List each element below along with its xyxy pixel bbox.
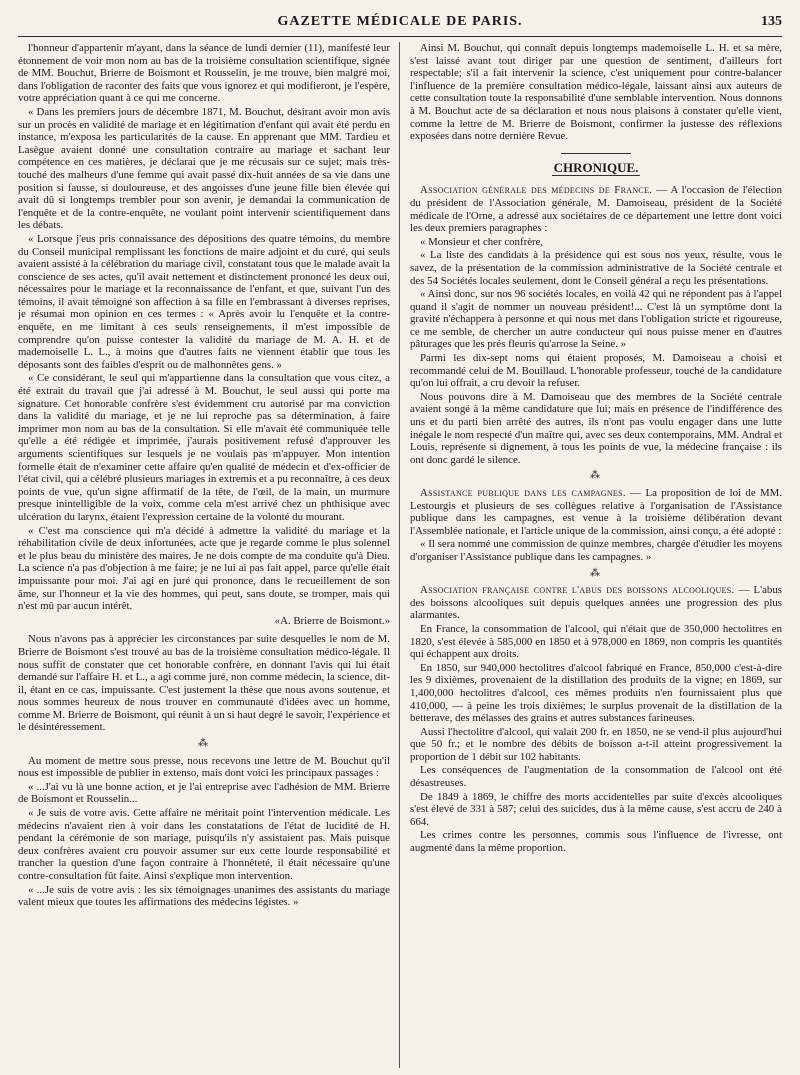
- paragraph: « Ainsi donc, sur nos 96 sociétés locales, en voilà 42 qui ne répondent pas à l'appel quand il s'agit de nommer un nouveau président!... C'est là un symptôme dont la gravité n'échappera à personne et qui nous met dans l'obligation stricte et rigoureuse, ce me semble, de chercher un autre conducteur qui nous puisse mener en d'autres pâturages que les prés fleuris qu'arrose la Seine. »: [410, 288, 782, 351]
- page-header: [18, 10, 782, 37]
- paragraph: Nous pouvons dire à M. Damoiseau que des membres de la Société centrale avaient songé à la même candidature que lui; mais en présence de l'indifférence des uns et du parti bien arrêté des autres, ils n'ont pas voulu engager dans une lutte inégale le nom respecté d'un maître qui, avec ses deux contemporains, MM. Andral et Louis, représente si dignement, à tous les points de vue, la médecine française : ils ont donc gardé le silence.: [410, 390, 782, 466]
- paragraph-text: — A l'occasion de l'élection du président de l'Association générale, M. Damoiseau, président de la Société médicale de l'Orne, a adressé aux sociétaires de ce département une lettre dont voici les deux premiers paragraphes :: [410, 184, 782, 235]
- rubric-title: Association française contre l'abus des boissons alcooliques.: [420, 584, 735, 597]
- asterism: ⁂: [590, 567, 602, 579]
- chronique-heading: [410, 159, 782, 177]
- paragraph: « Monsieur et cher confrère,: [420, 235, 544, 248]
- paragraph: l'honneur d'appartenir m'ayant, dans la séance de lundi dernier (11), manifesté leur étonnement de voir mon nom au bas de la troisième consultation scientifique, signée de MM. Bouchut, Brierre de Boismont et Rousselin, je me trouve, bien malgré moi, dans l'obligation de raconter des faits que vous ignorez et qui modifieront, je l'espère, votre appréciation quant à ce qui me concerne.: [18, 42, 390, 105]
- paragraph: « ...J'ai vu là une bonne action, et je l'ai entreprise avec l'adhésion de MM. Brierre de Boismont et Rousselin...: [18, 780, 390, 806]
- section-abus-boissons: [410, 584, 782, 622]
- paragraph: « C'est ma conscience qui m'a décidé à admettre la validité du mariage et la réhabilitation civile de deux infortunées, acte que je regarde comme le plus solennel et le plus beau du ministère des maires. Je ne dois compte de ma conduite qu'à Dieu. La science n'a pas d'objection à me faire; je ne lui ai pas fait appel, parce qu'elle était impuissante pour moi. J'ai agi en juré qui prononce, dans le recueillement de son âme, sur l'honneur et la vie des hommes, qui peut, sans doute, se tromper, mais qui n'est mû par aucun intérêt.: [18, 524, 390, 613]
- section-association-generale: [410, 184, 782, 234]
- paragraph: Ainsi M. Bouchut, qui connaît depuis longtemps mademoiselle L. H. et sa mère, s'est laissé avant tout diriger par une question de sentiment, d'ailleurs fort respectable; s'il a fait intervenir la science, c'est uniquement pour contre-balancer l'influence de la première consultation médico-légale, laissant ainsi aux auteurs de cette consultation toute la responsabilité d'une semblable intervention. Nous donnons à M. Bouchut acte de sa déclaration et nous nous plaisons à constater qu'elle vient, comme la lettre de M. Brierre de Boismont, confirmer la justesse des réflexions exposées dans notre dernière Revue.: [410, 42, 782, 143]
- paragraph: Les conséquences de l'augmentation de la consommation de l'alcool ont été désastreuses.: [410, 764, 782, 790]
- paragraph: « Je suis de votre avis. Cette affaire ne méritait point l'intervention médicale. Les médecins n'avaient rien à voir dans les constatations de l'état de lucidité de H. pendant la cérémonie de son mariage, puisqu'ils n'y assistaient pas. Mais puisque deux confrères avaient cru pouvoir assumer sur eux cette lourde responsabilité et trancher la question d'une façon contraire à l'honnêteté, il était nécessaire qu'une contre-consultation fût faite. Ainsi s'explique mon intervention.: [18, 807, 390, 882]
- paragraph: « Lorsque j'eus pris connaissance des dépositions des quatre témoins, du membre du Conseil municipal remplissant les fonctions de maire adjoint et du curé, qui seuls avaient assisté à la célébration du mariage civil, constatant tous que le malade avait la conscience de ses actes, qu'il avait nettement et distinctement prononcé les deux oui, nécessaires pour le mariage et la reconnaissance de l'enfant, et que, suivant l'un des témoins, il avait témoigné son affection à sa fille en l'embrassant à diverses reprises, je résumai mon opinion en ces termes : « Après avoir lu l'enquête et la contre-enquête, en me limitant à ces seuls renseignements, il m'est impossible de comprendre qu'on puisse contester la validité du mariage de M. A. H. et de mademoiselle L. L., à moins que d'autres faits ne viennent établir que tous les déposants sont des faibles d'esprit ou de malhonnêtes gens. »: [18, 232, 390, 371]
- paragraph: Les crimes contre les personnes, commis sous l'influence de l'ivresse, ont augmenté dans la même proportion.: [410, 829, 782, 855]
- left-column: [18, 42, 390, 1068]
- rubric-title: Assistance publique dans les campagnes.: [420, 487, 626, 499]
- paragraph: « La liste des candidats à la présidence qui est sous nos yeux, résulte, vous le savez, de la présentation de la commission administrative de la Société centrale et des 54 Sociétés locales seulement, dont le Conseil général a reçu les présentations.: [410, 249, 782, 287]
- page-number: 135: [761, 14, 782, 29]
- signature: «A. Brierre de Boismont.»: [274, 614, 390, 627]
- journal-title: GAZETTE MÉDICALE DE PARIS.: [277, 14, 523, 29]
- paragraph: Parmi les dix-sept noms qui étaient proposés, M. Damoiseau a choisi et recommandé celui de M. Bouillaud. L'honorable professeur, touché de la candidature qu'on lui offrait, a cru devoir la refuser.: [410, 352, 782, 390]
- section-rule: [561, 153, 631, 154]
- paragraph: Aussi l'hectolitre d'alcool, qui valait 200 fr. en 1850, ne se vend-il plus aujourd'hui que 50 fr.; et le nombre des débits de boisson a-t-il atteint progressivement la proportion de 1 débit sur 102 habitants.: [410, 725, 782, 763]
- rubric-title: Association générale des médecins de France.: [420, 184, 653, 197]
- paragraph: « Ce considérant, le seul qui m'appartienne dans la consultation que vous citez, a été extrait du travail que j'ai adressé à M. Bouchut, le seul aussi qui porte ma signature. Cet honorable confrère s'est évidemment cru autorisé par ma conviction dans la validité du mariage, et je ne lui reproche pas sa détermination, à faire imprimer mon nom au bas de la consultation. Si elle m'avait été communiquée telle qu'elle a été rédigée et imprimée, j'aurais positivement refusé d'approuver les arguments scientifiques sur lesquels je ne voulais pas m'appuyer. Mon intention formelle était de n'examiner cette affaire qu'en qualité de médecin et d'ex-officier de l'état civil, qui a célébré plusieurs mariages in extremis et a pu reconnaître, à ces deux points de vue, qu'un signe affirmatif de la tête, de l'œil, de la main, un murmure presque inintelligible de la voix, comme cela m'est arrivé chez un phthisique avec ulcération du larynx, étaient l'expression certaine de la volonté du mourant.: [18, 372, 390, 523]
- paragraph-text: — La proposition de loi de MM. Lestourgis et plusieurs de ses collègues relative à l'organisation de l'Assistance publique dans les campagnes, est venue à la troisième délibération devant l'Assemblée nationale, et l'article unique de la commission, ainsi conçu, a été adopté :: [410, 487, 782, 537]
- paragraph: En 1850, sur 940,000 hectolitres d'alcool fabriqué en France, 850,000 c'est-à-dire les 9 dixièmes, provenaient de la distillation des produits de la vigne; en 1869, sur 1,400,000 hectolitres d'alcool, ces mêmes produits n'en fournissaient plus que 410,000, — à peine les trois dixièmes; le surplus provenait de la distillation de la betterave, des mélasses des grains et autres substances farineuses.: [410, 661, 782, 725]
- paragraph: « Il sera nommé une commission de quinze membres, chargée d'étudier les moyens d'organiser l'Assistance publique dans les campagnes. »: [410, 538, 782, 563]
- paragraph-text: — L'abus des boissons alcooliques suit depuis quelques années une progression des plus alarmantes.: [410, 584, 782, 622]
- paragraph: De 1849 à 1869, le chiffre des morts accidentelles par suite d'excès alcooliques s'est élevé de 331 à 587; celui des suicides, dus à la même cause, s'est accru de 240 à 664.: [410, 790, 782, 828]
- paragraph: « ...Je suis de votre avis : les six témoignages unanimes des assistants du mariage valent mieux que toutes les affirmations des médecins légistes. »: [18, 883, 390, 909]
- paragraph: En France, la consommation de l'alcool, qui n'était que de 350,000 hectolitres en 1820, s'est élevée à 585,000 en 1850 et à 978,000 en 1869, non compris les quantités qui échappent aux droits.: [410, 622, 782, 661]
- paragraph: Au moment de mettre sous presse, nous recevons une lettre de M. Bouchut qu'il nous est impossible de publier in extenso, mais dont voici les principaux passages :: [18, 754, 390, 780]
- chronique-title: CHRONIQUE.: [553, 159, 639, 175]
- section-assistance-publique: [410, 487, 782, 537]
- paragraph: Nous n'avons pas à apprécier les circonstances par suite desquelles le nom de M. Brierre de Boismont s'est trouvé au bas de la troisième consultation médico-légale. Il nous suffit de constater que cet honorable confrère, en donnant l'avis qui lui était demandé sur l'affaire H. et L., a agi comme juré, non comme médecin, la science, dit-il, étant en ce cas, impuissante. C'est justement la thèse que nous avons soutenue, et nous sommes heureux de nous trouver en communauté d'idées avec un homme, comme M. Brierre de Boismont, qui réunit à un si haut degré le savoir, l'expérience et le désintéressement.: [18, 633, 390, 734]
- column-divider: [399, 42, 400, 1068]
- right-column: [410, 42, 782, 1068]
- asterism: ⁂: [590, 470, 602, 482]
- asterism: ⁂: [198, 738, 210, 750]
- paragraph: « Dans les premiers jours de décembre 1871, M. Bouchut, désirant avoir mon avis sur un procès en validité de mariage et en légitimation d'enfant qui avait été perdu en instance, m'exposa les particularités de la cause. En apprenant que MM. Tardieu et Lasègue avaient donné une consultation contraire au mariage et sachant leur compétence en ces matières, je déclarai que je me récusais sur ce sujet; mais très-touché des malheurs d'une femme qui avait passé dix-huit années de sa vie dans une position si fausse, si douloureuse, et des angoisses d'une jeune fille bien élevée qui avait dû si longtemps trembler pour son avenir, je demandai la communication de l'enquête et de la contre-enquête, ne voulant point intervenir scientifiquement dans les débats.: [18, 105, 390, 232]
